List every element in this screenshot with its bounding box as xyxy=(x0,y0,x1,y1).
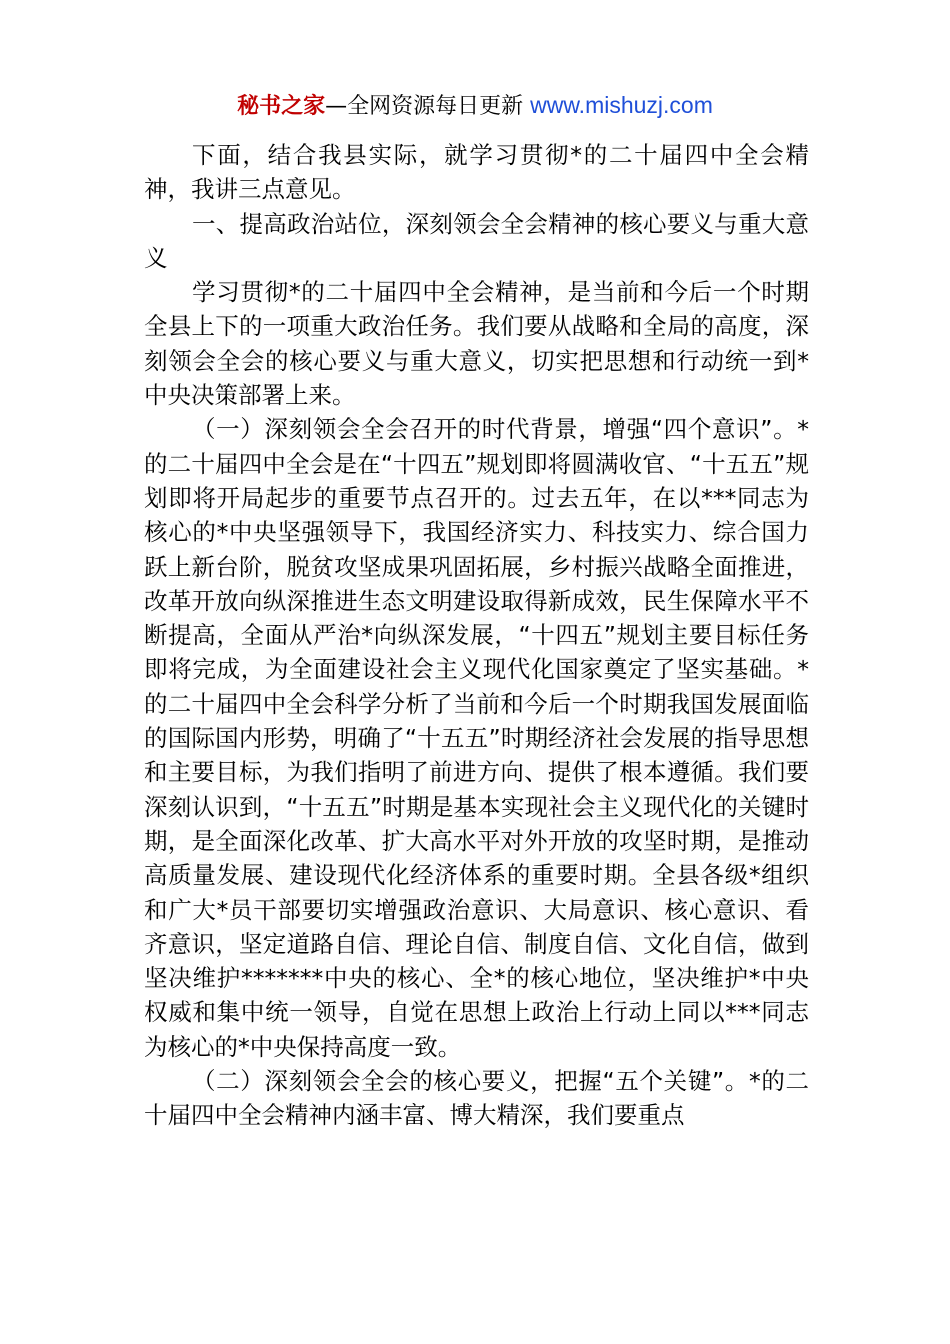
body-paragraph: （一）深刻领会全会召开的时代背景，增强“四个意识”。*的二十届四中全会是在“十四五”规划即将圆满收官、“十五五”规划即将开局起步的重要节点召开的。过去五年，在以***同志为核心的*中央坚强领导下，我国经济实力、科技实力、综合国力跃上新台阶，脱贫攻坚成果巩固拓展，乡村振兴战略全面推进，改革开放向纵深推进生态文明建设取得新成效，民生保障水平不断提高，全面从严治*向纵深发展，“十四五”规划主要目标任务即将完成，为全面建设社会主义现代化国家奠定了坚实基础。*的二十届四中全会科学分析了当前和今后一个时期我国发展面临的国际国内形势，明确了“十五五”时期经济社会发展的指导思想和主要目标，为我们指明了前进方向、提供了根本遵循。我们要深刻认识到，“十五五”时期是基本实现社会主义现代化的关键时期，是全面深化改革、扩大高水平对外开放的攻坚时期，是推动高质量发展、建设现代化经济体系的重要时期。全县各级*组织和广大*员干部要切实增强政治意识、大局意识、核心意识、看齐意识，坚定道路自信、理论自信、制度自信、文化自信，做到坚决维护*******中央的核心、全*的核心地位，坚决维护*中央权威和集中统一领导，自觉在思想上政治上行动上同以***同志为核心的*中央保持高度一致。 xyxy=(144,415,809,1061)
document-body xyxy=(144,138,809,1133)
page-header xyxy=(0,88,950,124)
site-url-link[interactable]: www.mishuzj.com xyxy=(530,92,713,118)
body-paragraph: （二）深刻领会全会的核心要义，把握“五个关键”。*的二十届四中全会精神内涵丰富、博大精深，我们要重点 xyxy=(144,1067,809,1130)
body-paragraph: 学习贯彻*的二十届四中全会精神，是当前和今后一个时期全县上下的一项重大政治任务。我们要从战略和全局的高度，深刻领会全会的核心要义与重大意义，切实把思想和行动统一到*中央决策部署上来。 xyxy=(144,278,809,410)
brand-name: 秘书之家 xyxy=(237,94,326,119)
section-heading-1: 一、提高政治站位，深刻领会全会精神的核心要义与重大意义 xyxy=(144,209,809,272)
intro-paragraph: 下面，结合我县实际，就学习贯彻*的二十届四中全会精神，我讲三点意见。 xyxy=(144,141,809,204)
header-tagline: —全网资源每日更新 xyxy=(325,94,531,119)
